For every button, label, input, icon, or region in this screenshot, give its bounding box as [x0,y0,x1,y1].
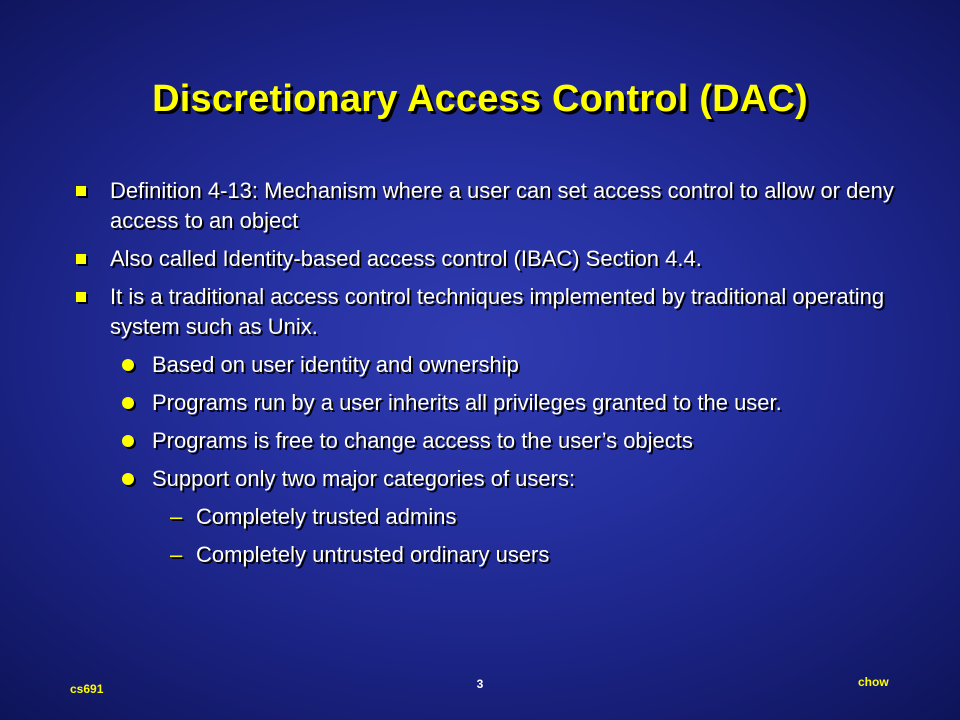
bullet-item [68,176,908,236]
footer-course-code: cs691 [70,682,104,696]
slide-title: Discretionary Access Control (DAC) [152,78,808,120]
sub-bullet-item [68,464,908,494]
sub-bullet-text: Programs is free to change access to the user’s objects [152,428,693,453]
square-bullet-icon [76,186,86,196]
sub-bullet-text: Support only two major categories of users: [152,466,576,491]
square-bullet-icon [76,292,86,302]
sub-bullet-item [68,350,908,380]
sub-bullet-text: Based on user identity and ownership [152,352,519,377]
sub-sub-bullet-text: Completely trusted admins [196,504,457,529]
bullet-item [68,244,908,274]
page-number: 3 [476,677,484,691]
bullet-item [68,282,908,342]
dash-marker: – [170,542,183,567]
sub-sub-bullet-item [68,540,908,570]
bullet-text: Definition 4-13: Mechanism where a user can set access control to allow or deny access to an object [110,178,894,233]
sub-bullet-text: Programs run by a user inherits all privileges granted to the user. [152,390,782,415]
sub-bullet-item [68,388,908,418]
footer-author: chow [858,675,889,689]
circle-bullet-icon [122,397,134,409]
dash-marker: – [170,504,183,529]
circle-bullet-icon [122,359,134,371]
circle-bullet-icon [122,473,134,485]
sub-bullet-item [68,426,908,456]
bullet-text: Also called Identity-based access control (IBAC) Section 4.4. [110,246,702,271]
sub-sub-bullet-item [68,502,908,532]
bullet-text: It is a traditional access control techniques implemented by traditional operating system such as Unix. [110,284,885,339]
slide-content [68,176,908,578]
sub-sub-bullet-text: Completely untrusted ordinary users [196,542,550,567]
circle-bullet-icon [122,435,134,447]
square-bullet-icon [76,254,86,264]
